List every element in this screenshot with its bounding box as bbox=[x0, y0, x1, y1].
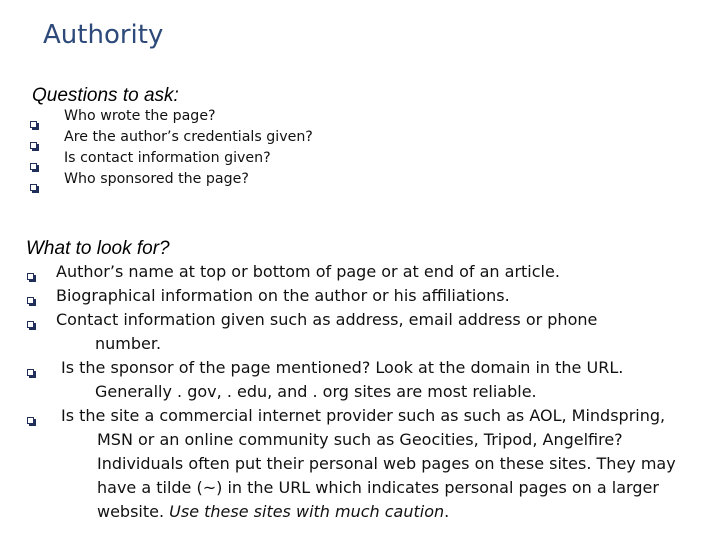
last-line-prefix: website. bbox=[97, 502, 170, 521]
square-bullet-icon bbox=[30, 121, 37, 128]
square-bullet-icon bbox=[27, 369, 34, 376]
question-item: Who sponsored the page? bbox=[64, 171, 249, 187]
question-item: Is contact information given? bbox=[64, 150, 271, 166]
look-for-item-continuation: Individuals often put their personal web pages on these sites. They may bbox=[97, 454, 676, 473]
square-bullet-icon bbox=[30, 163, 37, 170]
square-bullet-icon bbox=[27, 297, 34, 304]
look-for-item: Contact information given such as address, email address or phone bbox=[56, 310, 598, 329]
square-bullet-icon bbox=[30, 184, 37, 191]
slide-title: Authority bbox=[43, 20, 164, 50]
last-line-suffix: . bbox=[444, 502, 450, 521]
look-for-item: Is the site a commercial internet provider such as such as AOL, Mindspring, bbox=[61, 406, 666, 425]
square-bullet-icon bbox=[30, 142, 37, 149]
question-item: Are the author’s credentials given? bbox=[64, 129, 313, 145]
look-for-item-continuation bbox=[97, 502, 449, 521]
square-bullet-icon bbox=[27, 321, 34, 328]
look-for-item: Biographical information on the author or his affiliations. bbox=[56, 286, 510, 305]
caution-emphasis: Use these sites with much caution bbox=[169, 502, 445, 521]
section-heading-questions: Questions to ask: bbox=[32, 85, 179, 106]
look-for-item-continuation: Generally . gov, . edu, and . org sites are most reliable. bbox=[95, 382, 537, 401]
look-for-item: Author’s name at top or bottom of page or at end of an article. bbox=[56, 262, 560, 281]
look-for-item-continuation: have a tilde (~) in the URL which indicates personal pages on a larger bbox=[97, 478, 659, 497]
square-bullet-icon bbox=[27, 417, 34, 424]
look-for-item-continuation: MSN or an online community such as Geocities, Tripod, Angelfire? bbox=[97, 430, 623, 449]
look-for-item: Is the sponsor of the page mentioned? Look at the domain in the URL. bbox=[61, 358, 624, 377]
section-heading-look-for: What to look for? bbox=[26, 238, 170, 259]
square-bullet-icon bbox=[27, 273, 34, 280]
question-item: Who wrote the page? bbox=[64, 108, 216, 124]
look-for-item-continuation: number. bbox=[95, 334, 162, 353]
